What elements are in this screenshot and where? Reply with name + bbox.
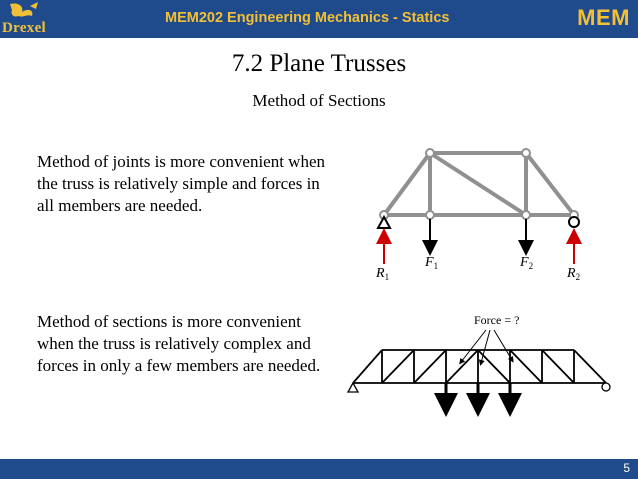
complex-truss-members xyxy=(353,350,606,383)
method-of-joints-text: Method of joints is more convenient when the truss is relatively simple and forces in all members are needed. xyxy=(37,152,326,215)
brand-mark: MEM xyxy=(577,5,630,30)
pin-support-icon xyxy=(348,383,358,392)
truss-members xyxy=(384,153,574,215)
joint xyxy=(522,149,530,157)
joint xyxy=(426,211,434,219)
diagonal xyxy=(382,350,414,383)
footer-bar xyxy=(0,459,638,479)
label-f2: $F_2$ xyxy=(520,255,534,271)
right-diagonal xyxy=(526,153,574,215)
roller-support-icon xyxy=(569,217,579,227)
label-r1: $R_1$ xyxy=(376,266,390,282)
pin-support-icon xyxy=(378,217,390,228)
method-of-sections-text: Method of sections is more convenient when the truss is relatively complex and forces in only a few members are needed. xyxy=(37,312,321,375)
label-r2: $R_2$ xyxy=(567,266,581,282)
joint xyxy=(522,211,530,219)
simple-truss xyxy=(375,149,580,282)
logo-text: Drexel xyxy=(2,20,47,36)
diagonal xyxy=(542,350,574,383)
center-diagonal xyxy=(430,153,526,215)
slide-subtitle: Method of Sections xyxy=(252,91,386,110)
roller-support-icon xyxy=(602,383,610,391)
diagonal xyxy=(446,350,478,383)
left-diagonal xyxy=(384,153,430,215)
diagonal xyxy=(414,350,446,383)
slide-title: 7.2 Plane Trusses xyxy=(231,50,407,77)
end-diagonal-left xyxy=(353,350,382,383)
diagonal xyxy=(510,350,542,383)
complex-truss xyxy=(348,313,610,405)
force-callout-label: Force = ? xyxy=(474,313,520,327)
joint xyxy=(426,149,434,157)
page-number: 5 xyxy=(623,461,630,475)
callout-arrow xyxy=(494,330,512,360)
end-diagonal-right xyxy=(574,350,606,383)
course-title: MEM202 Engineering Mechanics - Statics xyxy=(165,10,450,26)
label-f1: $F_1$ xyxy=(425,255,439,271)
